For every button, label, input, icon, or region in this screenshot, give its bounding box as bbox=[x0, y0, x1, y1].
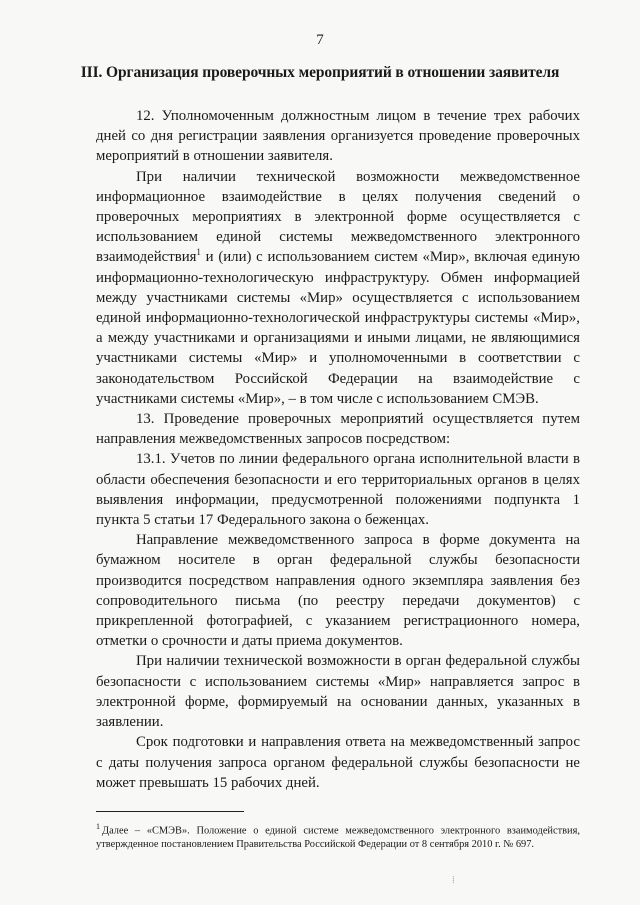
paragraph-mir-interaction-start: При наличии технической возможности межведомственное информационное взаимодействие в целях получения сведений о проверочных мероприятиях в электронной форме осуществляется с использованием единой системы межведомственного электронного взаимодействия bbox=[96, 168, 580, 266]
paragraph-13-1: 13.1. Учетов по линии федерального органа исполнительной власти в области обеспечения безопасности и его территориальных органов в целях выявления информации, предусмотренной положениями подпункта 1 пункта 5 статьи 17 Федерального закона о беженцах. bbox=[96, 451, 580, 529]
page-number: 7 bbox=[316, 32, 324, 48]
footnote-divider bbox=[96, 811, 244, 812]
footnote bbox=[96, 820, 580, 852]
section-heading: III. Организация проверочных мероприятий в отношении заявителя bbox=[80, 64, 560, 81]
paragraph-12: 12. Уполномоченным должностным лицом в течение трех рабочих дней со дня регистрации заявления организуется проведение проверочных мероприятий в отношении заявителя. bbox=[96, 108, 580, 165]
scan-artifact-icon: ⁞ bbox=[452, 875, 455, 886]
paragraph-13: 13. Проведение проверочных мероприятий осуществляется путем направления межведомственных запросов посредством: bbox=[96, 411, 580, 448]
body-text bbox=[96, 106, 580, 793]
footnote-text: Далее – «СМЭВ». Положение о единой системе межведомственного электронного взаимодействия, утвержденное постановлением Правительства Российской Федерации от 8 сентября 2010 г. № 697. bbox=[96, 825, 580, 851]
footnote-mark: 1 bbox=[96, 822, 100, 831]
paragraph-paper-request: Направление межведомственного запроса в форме документа на бумажном носителе в орган федеральной службы безопасности производится посредством направления одного экземпляра заявления без сопроводительного письма (по реестру передачи документов) с прикрепленной фотографией, с указанием регистрационного номера, отметки о срочности и даты приема документов. bbox=[96, 532, 580, 650]
paragraph-electronic-request: При наличии технической возможности в орган федеральной службы безопасности с использованием системы «Мир» направляется запрос в электронной форме, формируемый на основании данных, указанных в заявлении. bbox=[96, 653, 580, 731]
paragraph-mir-interaction-continuation: и (или) с использованием систем «Мир», включая единую информационно-технологическую инфраструктуру. Обмен информацией между участниками системы «Мир» осуществляется с использованием единой информационно-технологической инфраструктуры системы «Мир», а между участниками и организациями и иными лицами, не являющимися участниками системы «Мир» и уполномоченными в соответствии с законодательством Российской Федерации на взаимодействие с участниками системы «Мир», – в том числе с использованием СМЭВ. bbox=[96, 249, 580, 407]
footnote-reference: 1 bbox=[196, 247, 201, 258]
paragraph-response-deadline: Срок подготовки и направления ответа на межведомственный запрос с даты получения запроса органом федеральной службы безопасности не может превышать 15 рабочих дней. bbox=[96, 734, 580, 791]
paragraph-mir-interaction bbox=[96, 167, 580, 409]
